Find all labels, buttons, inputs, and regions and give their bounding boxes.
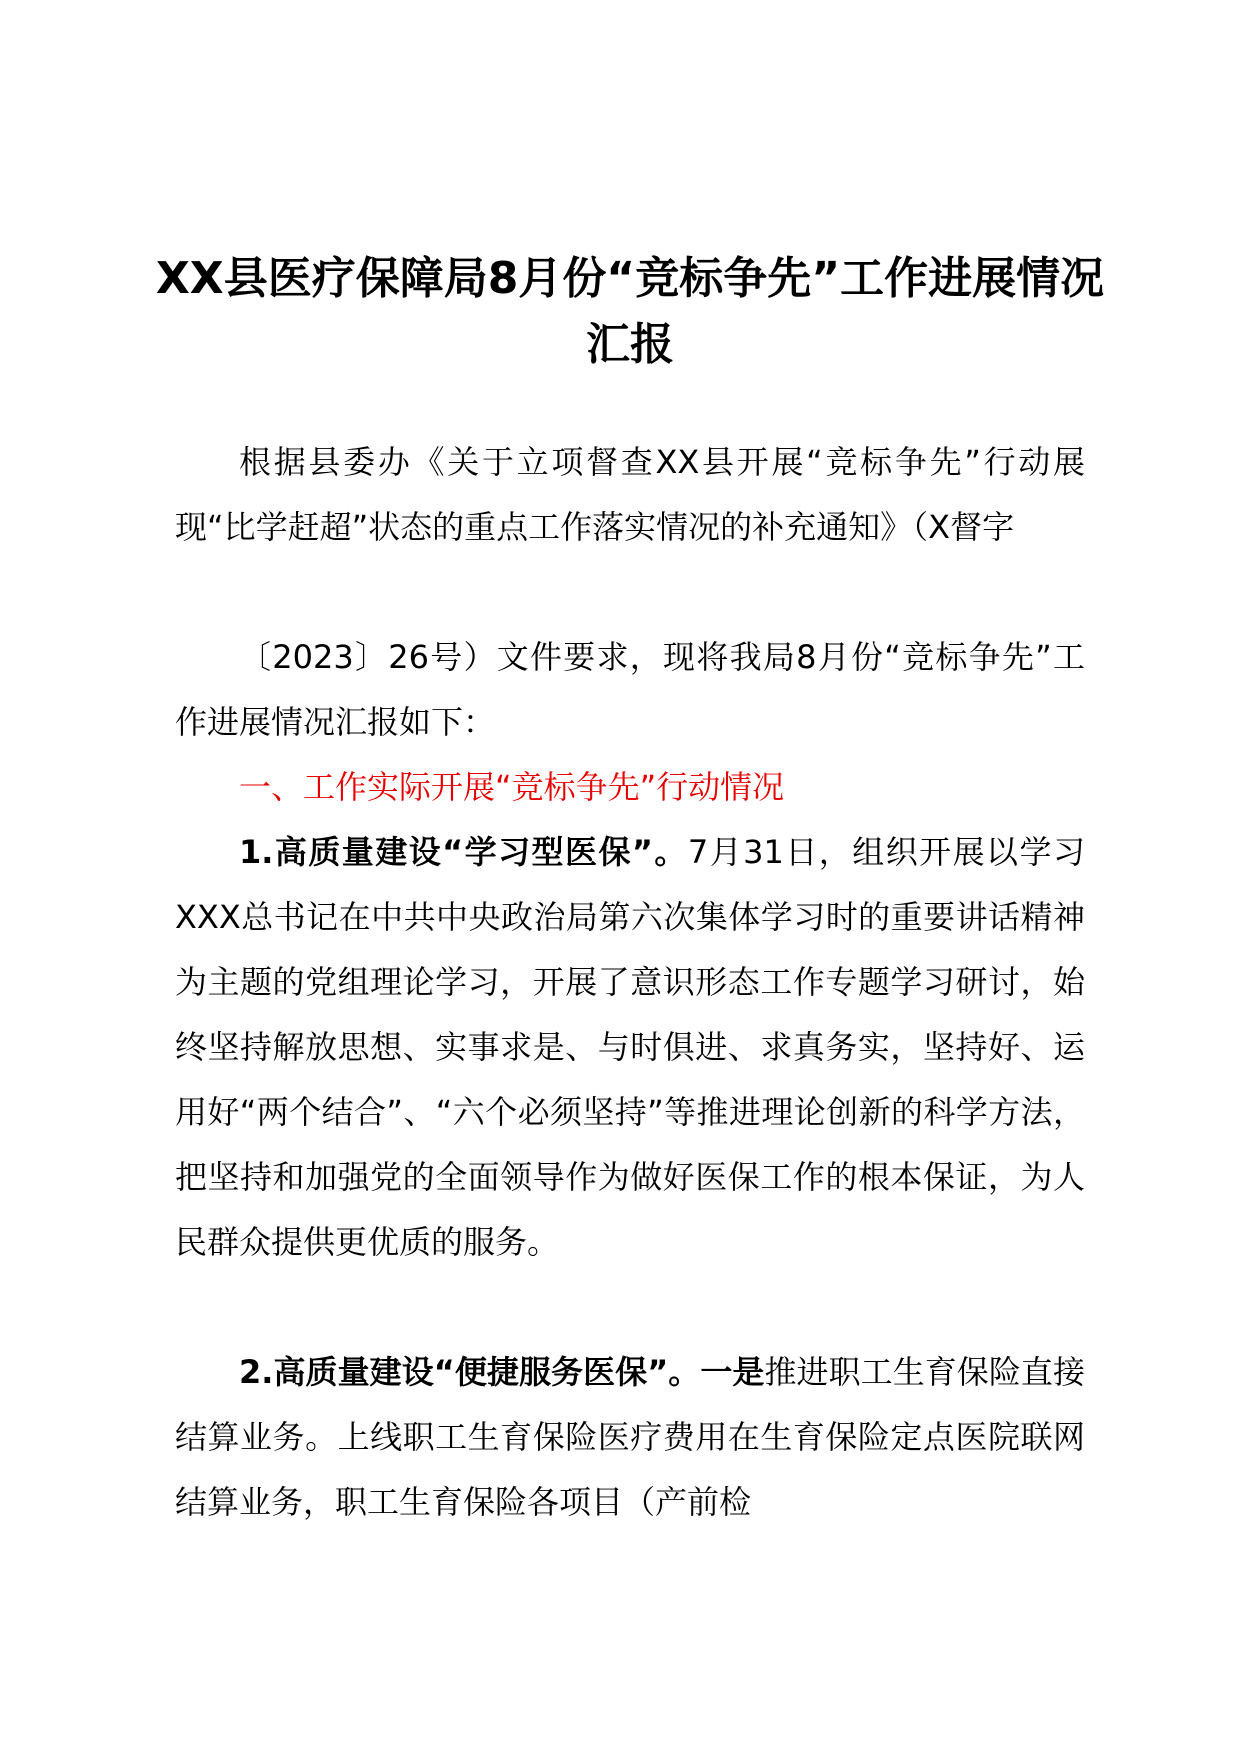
intro-paragraph-continued: 〔2023〕26号）文件要求，现将我局8月份“竞标争先”工作进展情况汇报如下： bbox=[175, 638, 1085, 741]
item-2-paragraph bbox=[175, 1340, 1085, 1535]
intro-paragraph: 根据县委办《关于立项督查XX县开展“竞标争先”行动展现“比学赶超”状态的重点工作落实情况的补充通知》（X督字 bbox=[175, 443, 1085, 546]
item-1-paragraph bbox=[175, 820, 1085, 1275]
item-1-text: 7月31日，组织开展以学习XXX总书记在中共中央政治局第六次集体学习时的重要讲话精神为主题的党组理论学习，开展了意识形态工作专题学习研讨，始终坚持解放思想、实事求是、与时俱进、求真务实，坚持好、运用好“两个结合”、“六个必须坚持”等推进理论创新的科学方法，把坚持和加强党的全面领导作为做好医保工作的根本保证，为人民群众提供更优质的服务。 bbox=[175, 833, 1085, 1261]
item-2-sub-lead: 一是 bbox=[700, 1353, 765, 1391]
item-2-text: 推进职工生育保险直接结算业务。上线职工生育保险医疗费用在生育保险定点医院联网结算业务，职工生育保险各项目（产前检 bbox=[175, 1353, 1085, 1521]
item-2-lead: 2.高质量建设“便捷服务医保”。 bbox=[239, 1353, 701, 1391]
document-title: XX县医疗保障局8月份“竞标争先”工作进展情况汇报 bbox=[155, 253, 1105, 370]
section-heading-1: 一、工作实际开展“竞标争先”行动情况 bbox=[239, 768, 785, 806]
item-1-lead: 1.高质量建设“学习型医保”。 bbox=[239, 833, 688, 871]
